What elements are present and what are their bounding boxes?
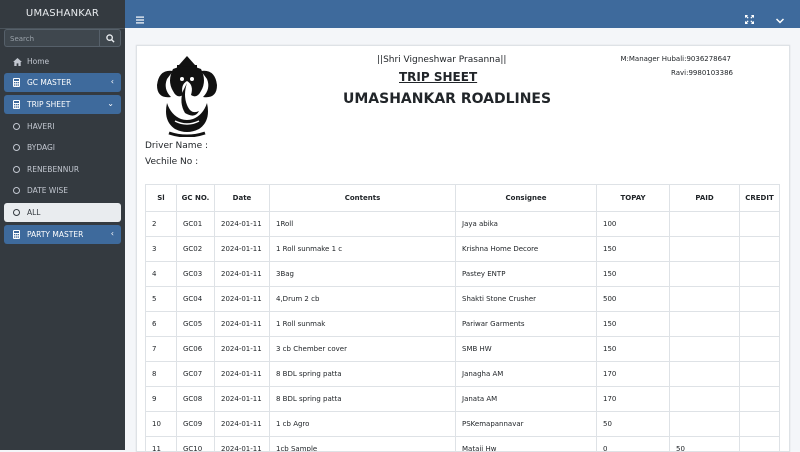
hamburger-menu-button[interactable] [136,9,146,19]
circle-icon [13,187,20,194]
table-row [146,362,780,387]
cell-sl: 5 [146,287,177,312]
cell-topay: 150 [597,237,670,262]
cell-gc-no: GC05 [177,312,215,337]
cell-gc-no: GC03 [177,262,215,287]
cell-topay: 50 [597,412,670,437]
cell-consignee: Krishna Home Decore [456,237,597,262]
sidebar-item-label: PARTY MASTER [27,230,83,239]
sidebar-item-label: GC MASTER [27,78,71,87]
cell-credit [740,237,780,262]
prasanna-heading: ||Shri Vigneshwar Prasanna|| [377,55,506,65]
table-row [146,287,780,312]
cell-contents: 8 BDL spring patta [270,362,456,387]
cell-consignee: Janagha AM [456,362,597,387]
cell-consignee: Pariwar Garments [456,312,597,337]
cell-credit [740,337,780,362]
sidebar-item-label: HAVERI [27,122,55,131]
cell-credit [740,387,780,412]
sidebar-item-label: RENEBENNUR [27,165,79,174]
cell-topay: 150 [597,337,670,362]
cell-sl: 11 [146,437,177,452]
sidebar-item-bydagi[interactable] [4,138,121,157]
cell-consignee: Jaya abika [456,212,597,237]
calculator-icon [13,230,20,239]
sidebar-item-date-wise[interactable] [4,181,121,200]
cell-paid [670,387,740,412]
main-content [125,28,800,450]
cell-contents: 8 BDL spring patta [270,387,456,412]
table-row [146,237,780,262]
circle-icon [13,123,20,130]
search-icon [106,34,115,43]
sidebar-item-renebennur[interactable] [4,160,121,179]
cell-gc-no: GC02 [177,237,215,262]
header-credit: CREDIT [740,185,780,212]
cell-paid [670,312,740,337]
cell-sl: 3 [146,237,177,262]
cell-date: 2024-01-11 [215,287,270,312]
header-sl: Sl [146,185,177,212]
cell-paid [670,237,740,262]
user-dropdown-button[interactable] [776,9,786,19]
cell-sl: 9 [146,387,177,412]
search-input[interactable]: Search [4,29,99,47]
trip-sheet-table [145,184,780,452]
cell-gc-no: GC10 [177,437,215,452]
table-row [146,387,780,412]
sidebar-item-label: Home [27,57,49,66]
sidebar-search [4,29,121,47]
cell-date: 2024-01-11 [215,212,270,237]
cell-paid [670,412,740,437]
cell-contents: 3 cb Chember cover [270,337,456,362]
cell-topay: 100 [597,212,670,237]
cell-paid [670,362,740,387]
header-consignee: Consignee [456,185,597,212]
table-row [146,337,780,362]
table-row [146,412,780,437]
brand-title[interactable]: UMASHANKAR [0,0,125,29]
table-row [146,312,780,337]
cell-contents: 1 cb Agro [270,412,456,437]
cell-topay: 170 [597,362,670,387]
contact-ravi: Ravi:9980103386 [671,69,733,77]
cell-consignee: Mataji Hw [456,437,597,452]
sidebar-item-label: TRIP SHEET [27,100,70,109]
cell-topay: 150 [597,312,670,337]
cell-contents: 1cb Sample [270,437,456,452]
chevron-left-icon: ‹ [111,229,114,238]
cell-consignee: Janata AM [456,387,597,412]
cell-credit [740,312,780,337]
header-paid: PAID [670,185,740,212]
cell-date: 2024-01-11 [215,312,270,337]
cell-paid [670,287,740,312]
chevron-down-icon: ⌄ [107,99,114,108]
cell-sl: 2 [146,212,177,237]
sidebar-item-label: DATE WISE [27,186,68,195]
table-row [146,262,780,287]
cell-paid: 50 [670,437,740,452]
header-gc-no: GC NO. [177,185,215,212]
cell-consignee: Pastey ENTP [456,262,597,287]
vehicle-no-label: Vechile No : [145,157,198,167]
circle-icon [13,144,20,151]
sidebar-item-all[interactable] [4,203,121,222]
table-row [146,212,780,237]
cell-sl: 6 [146,312,177,337]
cell-topay: 500 [597,287,670,312]
header-topay: TOPAY [597,185,670,212]
cell-credit [740,287,780,312]
top-navbar [125,0,800,28]
contact-manager: M:Manager Hubali:9036278647 [620,55,731,63]
expand-arrows-icon [745,15,754,24]
search-button[interactable] [99,29,121,47]
cell-gc-no: GC09 [177,412,215,437]
cell-credit [740,262,780,287]
cell-consignee: SMB HW [456,337,597,362]
cell-contents: 1 Roll sunmak [270,312,456,337]
cell-contents: 1Roll [270,212,456,237]
sidebar-item-trip-sheet[interactable] [4,95,121,114]
cell-date: 2024-01-11 [215,387,270,412]
cell-gc-no: GC08 [177,387,215,412]
cell-date: 2024-01-11 [215,337,270,362]
cell-sl: 8 [146,362,177,387]
cell-date: 2024-01-11 [215,362,270,387]
cell-paid [670,262,740,287]
ganesha-logo [153,55,221,137]
cell-consignee: PSKemapannavar [456,412,597,437]
sidebar-item-party-master[interactable] [4,225,121,244]
cell-topay: 150 [597,262,670,287]
cell-date: 2024-01-11 [215,437,270,452]
sidebar-item-label: ALL [27,208,41,217]
sidebar [0,0,125,450]
cell-contents: 4,Drum 2 cb [270,287,456,312]
cell-paid [670,337,740,362]
circle-icon [13,209,20,216]
cell-topay: 170 [597,387,670,412]
sidebar-item-label: BYDAGI [27,143,55,152]
cell-consignee: Shakti Stone Crusher [456,287,597,312]
cell-gc-no: GC06 [177,337,215,362]
cell-sl: 7 [146,337,177,362]
driver-name-label: Driver Name : [145,141,208,151]
sidebar-item-gc-master[interactable] [4,73,121,92]
fullscreen-button[interactable] [745,9,755,19]
cell-gc-no: GC07 [177,362,215,387]
chevron-left-icon: ‹ [111,77,114,86]
trip-sheet-card [136,45,790,452]
header-date: Date [215,185,270,212]
cell-gc-no: GC01 [177,212,215,237]
chevron-down-icon [776,18,784,24]
cell-sl: 4 [146,262,177,287]
home-icon [13,58,22,66]
cell-date: 2024-01-11 [215,412,270,437]
cell-date: 2024-01-11 [215,262,270,287]
sidebar-item-home[interactable] [4,52,121,71]
cell-sl: 10 [146,412,177,437]
cell-contents: 1 Roll sunmake 1 c [270,237,456,262]
hamburger-icon [136,16,144,24]
calculator-icon [13,100,20,109]
cell-gc-no: GC04 [177,287,215,312]
company-name: UMASHANKAR ROADLINES [343,91,551,107]
circle-icon [13,166,20,173]
sheet-title: TRIP SHEET [399,70,477,84]
cell-credit [740,412,780,437]
sidebar-item-haveri[interactable] [4,117,121,136]
cell-contents: 3Bag [270,262,456,287]
cell-topay: 0 [597,437,670,452]
cell-credit [740,212,780,237]
cell-date: 2024-01-11 [215,237,270,262]
calculator-icon [13,78,20,87]
cell-credit [740,362,780,387]
cell-paid [670,212,740,237]
table-header-row [146,185,780,212]
header-contents: Contents [270,185,456,212]
